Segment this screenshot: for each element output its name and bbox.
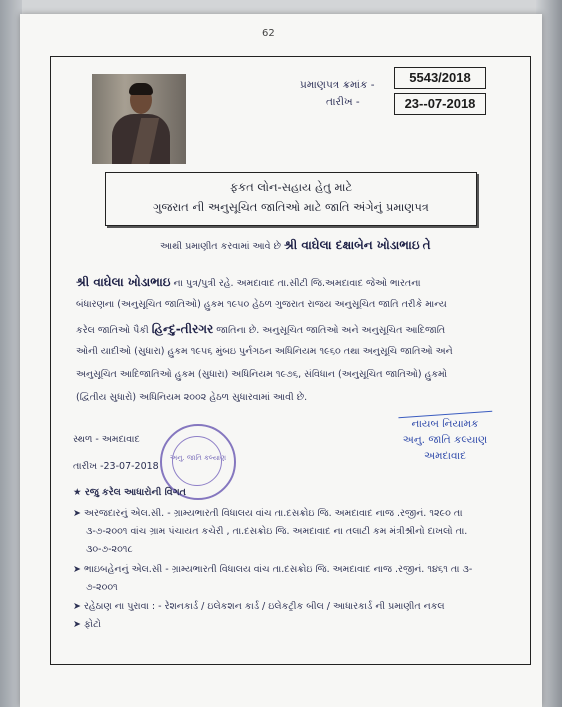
body-line-7: (દ્વિતીય સુધારો) અધિનિયમ ૨૦૦૨ હેઠળ સુધારવામાં આવી છે.	[76, 392, 308, 403]
issue-date-line: તારીખ -23-07-2018	[73, 461, 159, 472]
signature-block	[398, 404, 492, 464]
signatory-department: અનુ. જાતિ કલ્યાણ	[402, 434, 488, 446]
beneficiary-name: શ્રી વાઘેલા દક્ષાબેન ખોડાભાઇ	[283, 238, 420, 252]
background-left	[0, 0, 22, 707]
title-line-2: ગુજરાત ની અનુસૂચિત જાતિઓ માટે જાતિ અંગેનું પ્રમાણપત્ર	[153, 200, 429, 214]
date-value: 23--07-2018	[394, 93, 486, 115]
body-line-1	[160, 238, 562, 253]
doc-3: ➤ રહેઠાણ ના પુરાવા : - રેશનકાર્ડ / ઇલેકશન કાર્ડ / ઇલેકટ્રીક બીલ / આધારકાર્ડ ની પ્રમાણીત નકલ	[73, 601, 445, 612]
body-line-2-rest: ના પુત્ર/પુત્રી રહે. અમદાવાદ તા.સીટી જિ.અમદાવાદ જેઓ ભારતના	[173, 278, 421, 289]
parent-name: શ્રી વાઘેલા ખોડાભાઇ	[76, 275, 171, 289]
title-box	[105, 172, 477, 226]
body-line-6: અનુસૂચિત આદિજાતિઓ હુકમ (સુધારા) અધિનિયમ ૧૯૭૬, સંવિધાન (અનુસૂચિત જાતિઓ) હુકમો	[76, 369, 448, 380]
photo-person-hair	[129, 83, 153, 95]
page-number: 62	[262, 28, 275, 39]
body-line-1-prefix: આથી પ્રમાણીત કરવામાં આવે છે	[160, 241, 281, 252]
body-line-5: ઓની યાદીઓ (સુધારા) હુકમ ૧૯૫૬ મુંબઇ પુર્નગઠન અધિનિયમ ૧૯૬૦ તથા અનુસૂચિ જાતિઓ અને	[76, 346, 453, 357]
body-line-2	[76, 275, 516, 290]
body-line-4-prefix: કરેલ જાતિઓ પૈકી	[76, 325, 149, 336]
signatory-designation: નાયબ નિયામક	[411, 418, 479, 430]
body-line-4-suffix: જાતિના છે. અનુસૂચિત જાતિઓ અને અનુસૂચિત આદિજાતિ	[216, 325, 446, 336]
applicant-photo	[92, 74, 186, 164]
title-line-1: ફકત લોન-સહાય હેતુ માટે	[229, 180, 353, 194]
cert-number-label: પ્રમાણપત્ર ક્રમાંક -	[300, 79, 375, 91]
caste-name: હિન્દુ-તીરગર	[151, 322, 214, 336]
doc-2-line-2: ૭-૨૦૦૧	[86, 582, 118, 593]
stamp-text: અનુ. જાતિ કલ્યાણ	[169, 454, 227, 462]
doc-1-line-1: ➤ અરજદારનું એલ.સી. - ગ્રામ્યભારતી વિધાલય વાંચ તા.દસક્રોઇ જિ. અમદાવાદ નાજ .રજીનં. ૧૨૯૦ તા	[73, 508, 463, 519]
body-line-4	[76, 322, 516, 337]
doc-1-line-3: ૩૦-૭-૨૦૧૮	[86, 544, 133, 555]
doc-4: ➤ ફોટો	[73, 619, 102, 630]
doc-1-line-2: ૩-૭-૨૦૦૧ વાંચ ગ્રામ પંચાયત કચેરી , તા.દસક્રોઇ જિ. અમદાવાદ ના તલાટી કમ મંત્રીશ્રીનો દાખલો તા.	[86, 526, 468, 537]
place-line: સ્થળ - અમદાવાદ	[73, 434, 140, 445]
signatory-city: અમદાવાદ	[424, 450, 466, 462]
documents-heading: ★ રજુ કરેલ આધારોની વિગત	[73, 487, 186, 498]
body-line-1-suffix: તે	[422, 238, 431, 252]
body-line-3: બંધારણના (અનુસૂચિત જાતિઓ) હુકમ ૧૯૫૦ હેઠળ ગુજરાત રાજય અનુસૂચિત જાતિ તરીકે માન્ય	[76, 299, 447, 310]
cert-number-value: 5543/2018	[394, 67, 486, 89]
date-label: તારીખ -	[326, 96, 360, 108]
doc-2-line-1: ➤ ભાઇબહેનનું એલ.સી - ગ્રામ્યભારતી વિધાલય વાંચ તા.દસક્રોઇ જિ. અમદાવાદ નાજ .રજીનં. ૧૪૬૧ તા ૩-	[73, 564, 473, 575]
